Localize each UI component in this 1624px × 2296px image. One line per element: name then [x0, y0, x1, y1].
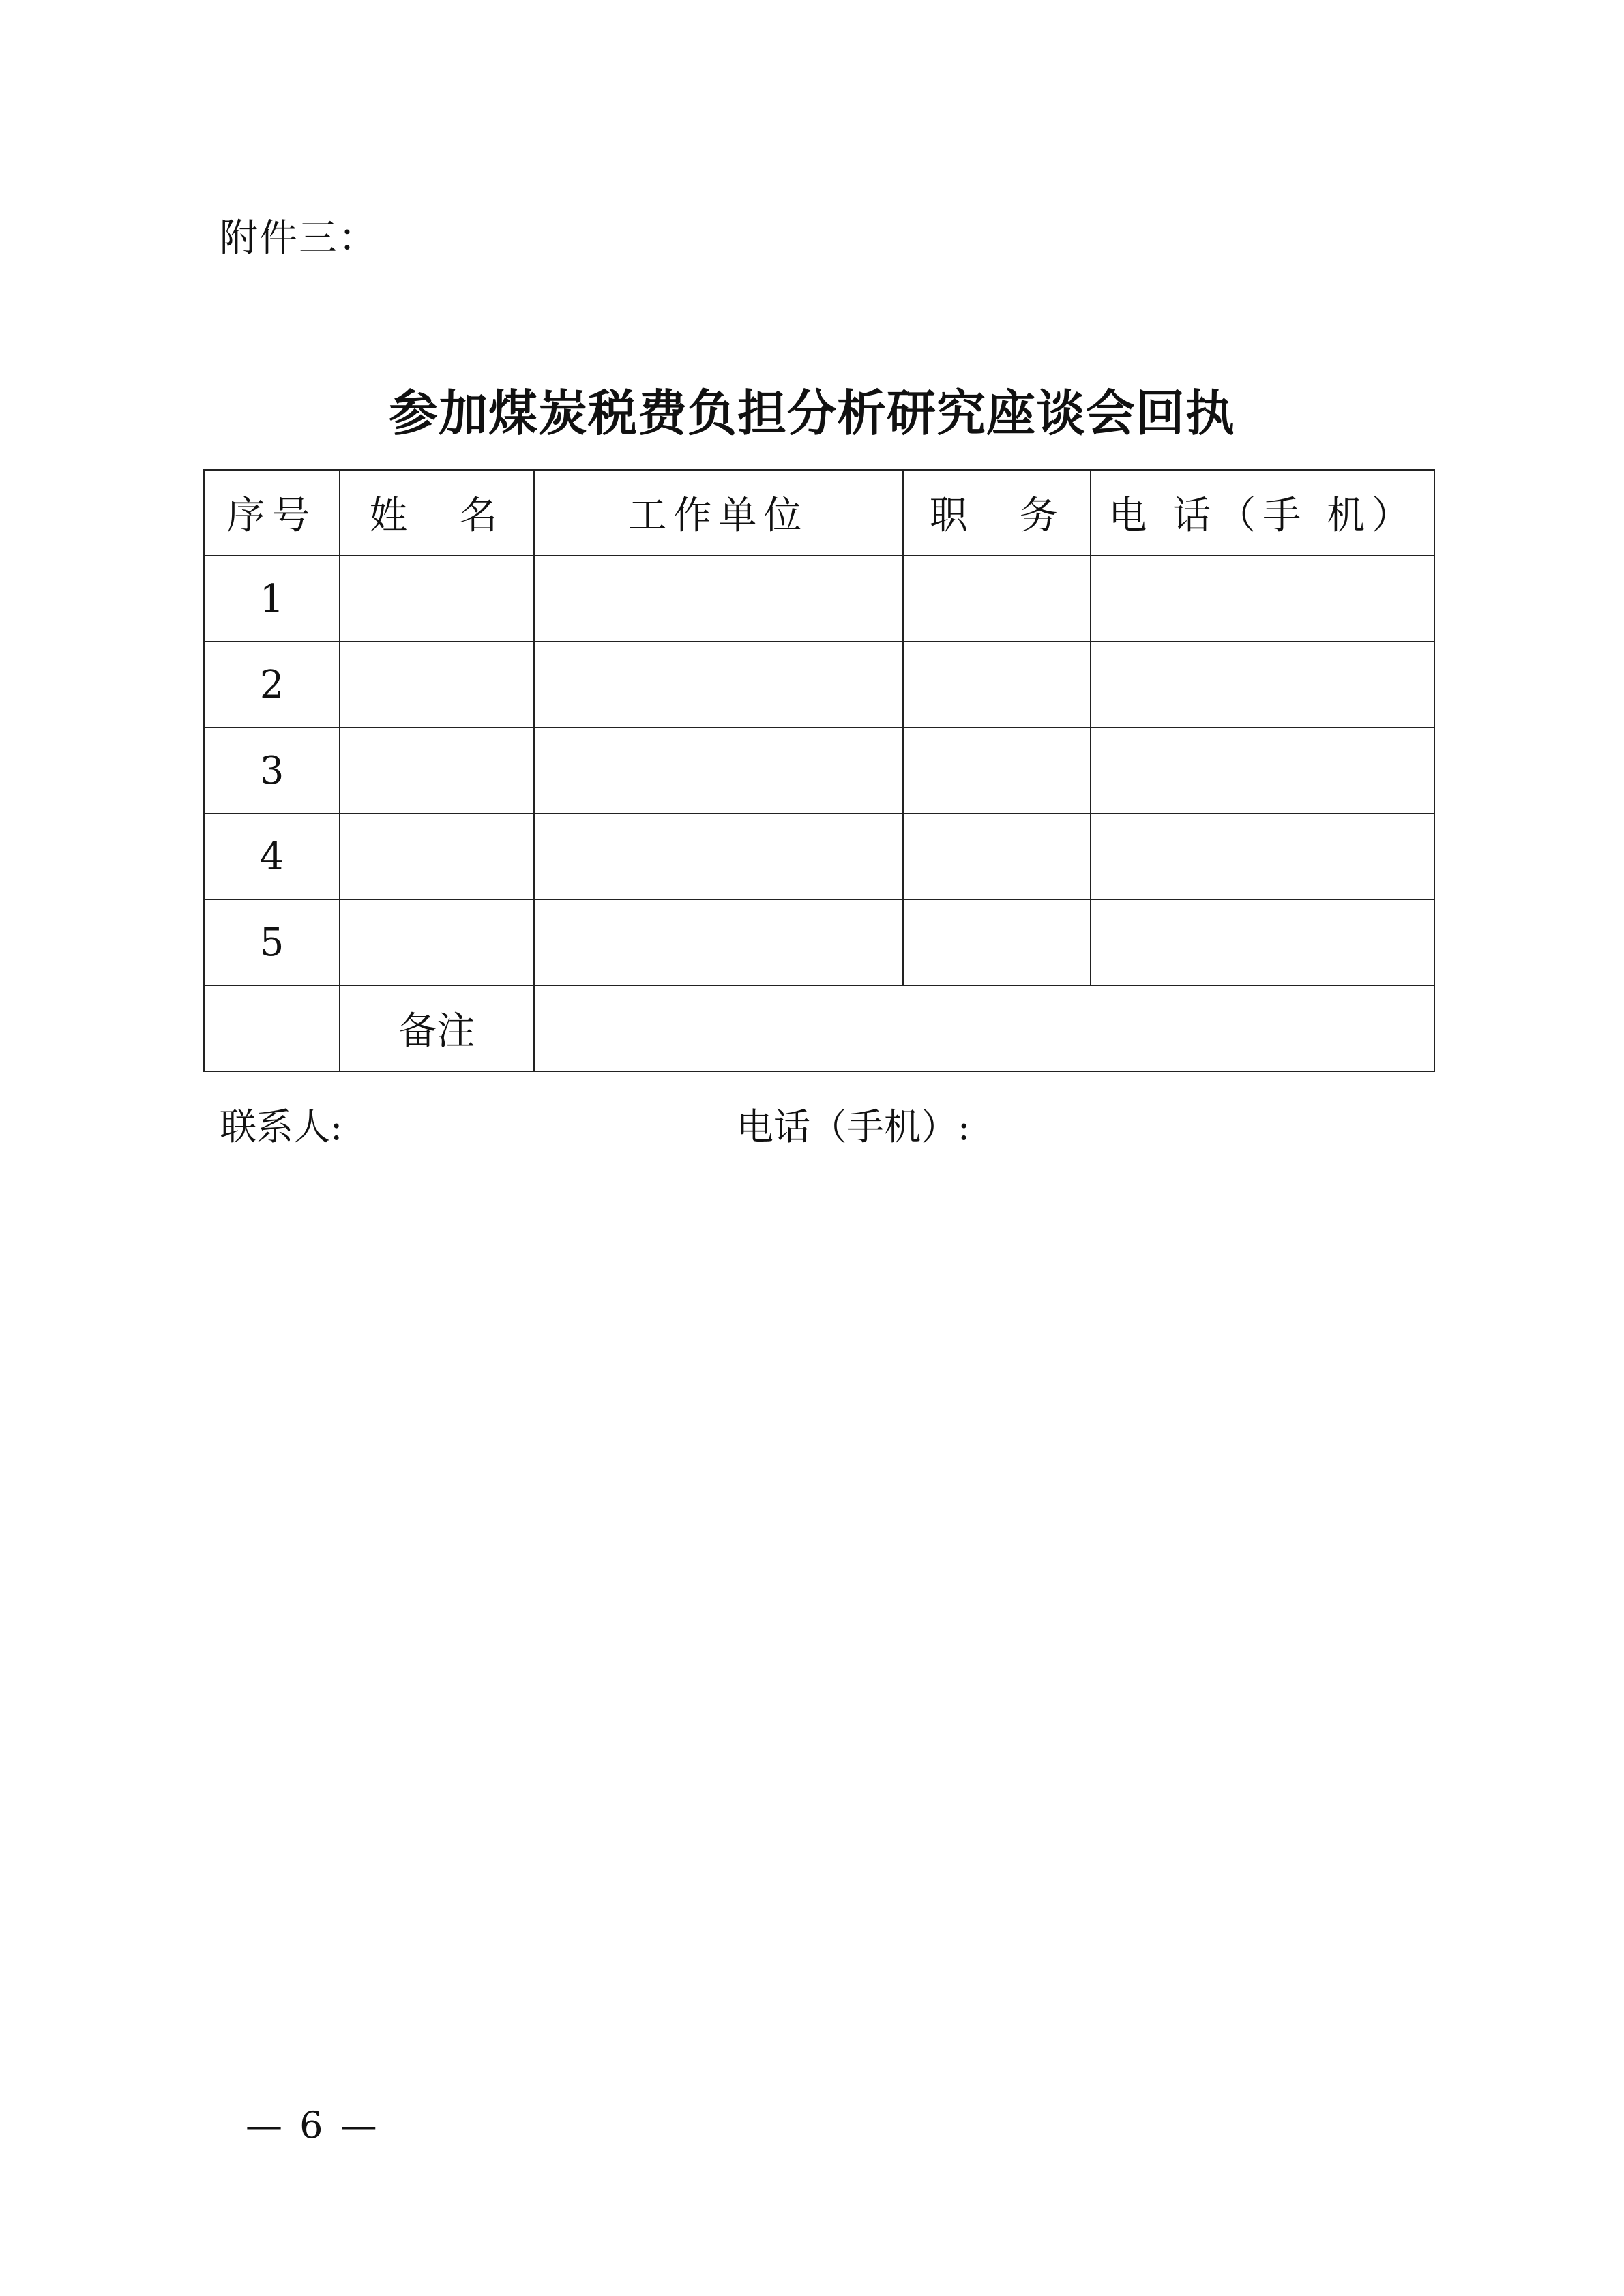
- row-number: 5: [204, 899, 340, 985]
- page-number: — 6 —: [246, 2104, 380, 2147]
- work-unit-cell[interactable]: [534, 899, 904, 985]
- header-phone: 电 话（手 机）: [1091, 470, 1434, 556]
- row-number: 1: [204, 556, 340, 642]
- row-number: 4: [204, 814, 340, 899]
- position-cell[interactable]: [903, 728, 1091, 814]
- table-row: [204, 556, 1434, 642]
- contact-person-label: 联系人:: [220, 1105, 343, 1148]
- work-unit-cell[interactable]: [534, 728, 904, 814]
- attachment-label: 附件三：: [220, 216, 378, 260]
- phone-cell[interactable]: [1091, 642, 1434, 728]
- remark-row: [204, 985, 1434, 1071]
- table-row: [204, 728, 1434, 814]
- phone-cell[interactable]: [1091, 728, 1434, 814]
- reply-form-table: [203, 469, 1435, 1072]
- work-unit-cell[interactable]: [534, 642, 904, 728]
- remark-label: 备注: [340, 985, 533, 1071]
- position-cell[interactable]: [903, 642, 1091, 728]
- position-cell[interactable]: [903, 556, 1091, 642]
- table-row: [204, 814, 1434, 899]
- name-cell[interactable]: [340, 642, 533, 728]
- table-header-row: [204, 470, 1434, 556]
- work-unit-cell[interactable]: [534, 814, 904, 899]
- header-work-unit: 工作单位: [534, 470, 904, 556]
- document-title: 参加煤炭税费负担分析研究座谈会回执: [388, 385, 1235, 442]
- phone-cell[interactable]: [1091, 556, 1434, 642]
- row-number: 3: [204, 728, 340, 814]
- row-number: 2: [204, 642, 340, 728]
- table-row: [204, 642, 1434, 728]
- name-cell[interactable]: [340, 814, 533, 899]
- remark-empty-cell: [204, 985, 340, 1071]
- position-cell[interactable]: [903, 814, 1091, 899]
- phone-cell[interactable]: [1091, 814, 1434, 899]
- name-cell[interactable]: [340, 556, 533, 642]
- name-cell[interactable]: [340, 728, 533, 814]
- work-unit-cell[interactable]: [534, 556, 904, 642]
- header-name: 姓 名: [340, 470, 533, 556]
- phone-cell[interactable]: [1091, 899, 1434, 985]
- contact-phone-label: 电话（手机）:: [737, 1105, 971, 1148]
- name-cell[interactable]: [340, 899, 533, 985]
- header-position: 职 务: [903, 470, 1091, 556]
- position-cell[interactable]: [903, 899, 1091, 985]
- table-row: [204, 899, 1434, 985]
- header-serial: 序号: [204, 470, 340, 556]
- remark-cell[interactable]: [534, 985, 1434, 1071]
